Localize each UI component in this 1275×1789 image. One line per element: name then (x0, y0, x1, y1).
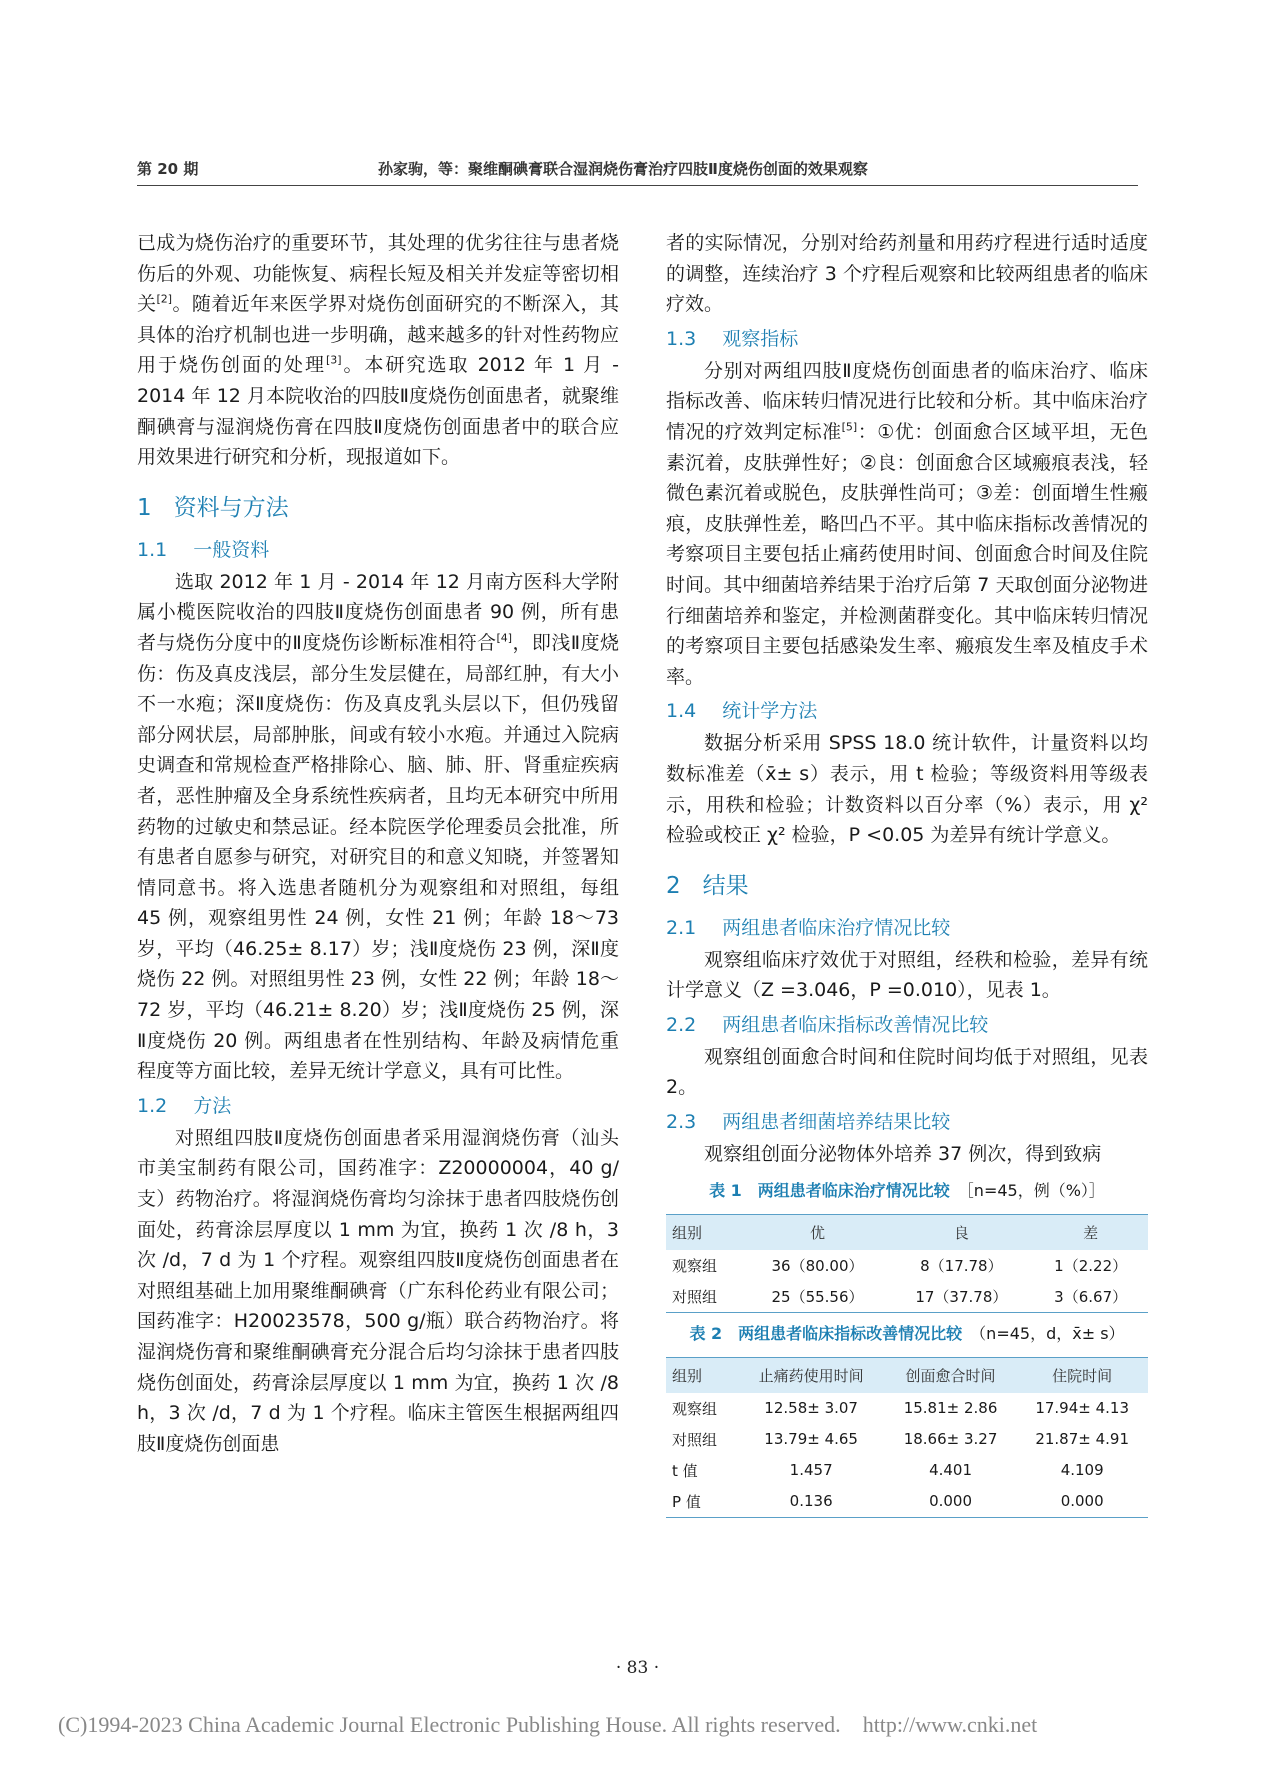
table-row: 对照组 25（55.56） 17（37.78） 3（6.67） (666, 1281, 1148, 1313)
table-header: 良 (889, 1214, 1033, 1250)
table-header: 创面愈合时间 (885, 1357, 1017, 1393)
cnki-link[interactable]: http://www.cnki.net (862, 1712, 1038, 1737)
table-1 (666, 1214, 1148, 1313)
table-1-caption: 表 1 两组患者临床治疗情况比较 ［n=45，例（%）］ (709, 1180, 1105, 1200)
general-data-paragraph: 选取 2012 年 1 月 - 2014 年 12 月南方医科大学附属小榄医院收治的四肢Ⅱ度烧伤创面患者 90 例，所有患者与烧伤分度中的Ⅱ度烧伤诊断标准相符合[4]，即浅Ⅱ度烧伤：伤及真皮浅层，部分生发层健在，局部红肿，有大小不一水疱；深Ⅱ度烧伤：伤及真皮乳头层以下，但仍残留部分网状层，局部肿胀，间或有较小水疱。并通过入院病史调查和常规检查严格排除心、脑、肺、肝、肾重症疾病者，恶性肿瘤及全身系统性疾病者，且均无本研究中所用药物的过敏史和禁忌证。经本院医学伦理委员会批准，所有患者自愿参与研究，对研究目的和意义知晓，并签署知情同意书。将入选患者随机分为观察组和对照组，每组 45 例，观察组男性 24 例，女性 21 例；年龄 18～73 岁，平均（46.25± 8.17）岁；浅Ⅱ度烧伤 23 例，深Ⅱ度烧伤 22 例。对照组男性 23 例，女性 22 例；年龄 18～72 岁，平均（46.21± 8.20）岁；浅Ⅱ度烧伤 25 例，深Ⅱ度烧伤 20 例。两组患者在性别结构、年龄及病情危重程度等方面比较，差异无统计学意义，具有可比性。 (137, 570, 619, 1083)
citation-4[interactable]: [4] (496, 631, 513, 645)
methods-paragraph: 对照组四肢Ⅱ度烧伤创面患者采用湿润烧伤膏（汕头市美宝制药有限公司，国药准字：Z20000004，40 g/支）药物治疗。将湿润烧伤膏均匀涂抹于患者四肢烧伤创面处，药膏涂层厚度以 1 mm 为宜，换药 1 次 /8 h，3 次 /d，7 d 为 1 个疗程。观察组四肢Ⅱ度烧伤创面患者在对照组基础上加用聚维酮碘膏（广东科伦药业有限公司；国药准字：H20023578，500 g/瓶）联合药物治疗。将湿润烧伤膏和聚维酮碘膏充分混合后均匀涂抹于患者四肢烧伤创面处，药膏涂层厚度以 1 mm 为宜，换药 1 次 /8 h，3 次 /d，7 d 为 1 个疗程。临床主管医生根据两组四肢Ⅱ度烧伤创面患 (137, 1126, 619, 1455)
page-number: · 83 · (615, 1658, 660, 1678)
table-header: 优 (746, 1214, 890, 1250)
table-row: 观察组 36（80.00） 8（17.78） 1（2.22） (672, 1256, 1128, 1275)
subsection-2-2-heading: 2.2 两组患者临床指标改善情况比较 (666, 1013, 989, 1036)
copyright-footer (58, 1712, 1037, 1738)
table-row: t 值 1.457 4.401 4.109 (672, 1461, 1104, 1480)
table-header: 差 (1033, 1214, 1148, 1250)
running-head (137, 158, 1138, 182)
header-rule (137, 185, 1138, 186)
bacteria-result-paragraph: 观察组创面分泌物体外培养 37 例次，得到致病 (704, 1143, 1102, 1166)
table-header: 住院时间 (1016, 1357, 1148, 1393)
intro-paragraph: 已成为烧伤治疗的重要环节，其处理的优劣往往与患者烧伤后的外观、功能恢复、病程长短及相关并发症等密切相关[2]。随着近年来医学界对烧伤创面研究的不断深入，其具体的治疗机制也进一步明确，越来越多的针对性药物应用于烧伤创面的处理[3]。本研究选取 2012 年 1 月 - 2014 年 12 月本院收治的四肢Ⅱ度烧伤创面患者，就聚维酮碘膏与湿润烧伤膏在四肢Ⅱ度烧伤创面患者中的联合应用效果进行研究和分析，现报道如下。 (137, 232, 619, 469)
table-header: 止痛药使用时间 (738, 1357, 885, 1393)
citation-2[interactable]: [2] (156, 292, 173, 306)
indicators-paragraph: 分别对两组四肢Ⅱ度烧伤创面患者的临床治疗、临床指标改善、临床转归情况进行比较和分析。其中临床治疗情况的疗效判定标准[5]：①优：创面愈合区域平坦，无色素沉着，皮肤弹性好；②良：创面愈合区域瘢痕表浅，轻微色素沉着或脱色，皮肤弹性尚可；③差：创面增生性瘢痕，皮肤弹性差，略凹凸不平。其中临床指标改善情况的考察项目主要包括止痛药使用时间、创面愈合时间及住院时间。其中细菌培养结果于治疗后第 7 天取创面分泌物进行细菌培养和鉴定，并检测菌群变化。其中临床转归情况的考察项目主要包括感染发生率、瘢痕发生率及植皮手术率。 (666, 359, 1148, 688)
table-row: 观察组 12.58± 3.07 15.81± 2.86 17.94± 4.13 (672, 1399, 1130, 1418)
citation-5[interactable]: [5] (841, 420, 858, 434)
table-row: P 值 0.136 0.000 0.000 (666, 1486, 1148, 1518)
section-2-heading: 2 结果 (666, 872, 749, 899)
statistics-paragraph: 数据分析采用 SPSS 18.0 统计软件，计量资料以均数标准差（x̄± s）表示，用 t 检验；等级资料用等级表示，用秩和检验；计数资料以百分率（%）表示，用 χ² 检验或校正 χ² 检验，P <0.05 为差异有统计学意义。 (666, 732, 1148, 847)
section-1-heading: 1 资料与方法 (137, 494, 289, 521)
indicator-result-paragraph: 观察组创面愈合时间和住院时间均低于对照组，见表 2。 (666, 1045, 1148, 1099)
table-row: 对照组 13.79± 4.65 18.66± 3.27 21.87± 4.91 (672, 1430, 1130, 1449)
citation-3[interactable]: [3] (325, 354, 342, 368)
running-title: 孙家驹，等：聚维酮碘膏联合湿润烧伤膏治疗四肢Ⅱ度烧伤创面的效果观察 (378, 160, 868, 178)
table-header: 组别 (666, 1214, 746, 1250)
methods-continuation: 者的实际情况，分别对给药剂量和用药疗程进行适时适度的调整，连续治疗 3 个疗程后观察和比较两组患者的临床疗效。 (666, 232, 1148, 316)
subsection-1-4-heading: 1.4 统计学方法 (666, 700, 818, 723)
table-2 (666, 1357, 1148, 1518)
subsection-1-3-heading: 1.3 观察指标 (666, 327, 799, 350)
table-header: 组别 (666, 1357, 738, 1393)
table-2-caption: 表 2 两组患者临床指标改善情况比较 （n=45，d，x̄± s） (689, 1323, 1125, 1343)
subsection-2-3-heading: 2.3 两组患者细菌培养结果比较 (666, 1111, 951, 1134)
left-column (137, 228, 619, 1461)
issue-number: 第 20 期 (137, 160, 199, 178)
copyright-text: (C)1994-2023 China Academic Journal Electronic Publishing House. All rights reserved. (58, 1712, 841, 1737)
subsection-1-1-heading: 1.1 一般资料 (137, 538, 270, 561)
right-column (666, 228, 1148, 1518)
subsection-2-1-heading: 2.1 两组患者临床治疗情况比较 (666, 916, 951, 939)
subsection-1-2-heading: 1.2 方法 (137, 1094, 232, 1117)
treatment-result-paragraph: 观察组临床疗效优于对照组，经秩和检验，差异有统计学意义（Z =3.046，P =0.010），见表 1。 (666, 948, 1148, 1002)
